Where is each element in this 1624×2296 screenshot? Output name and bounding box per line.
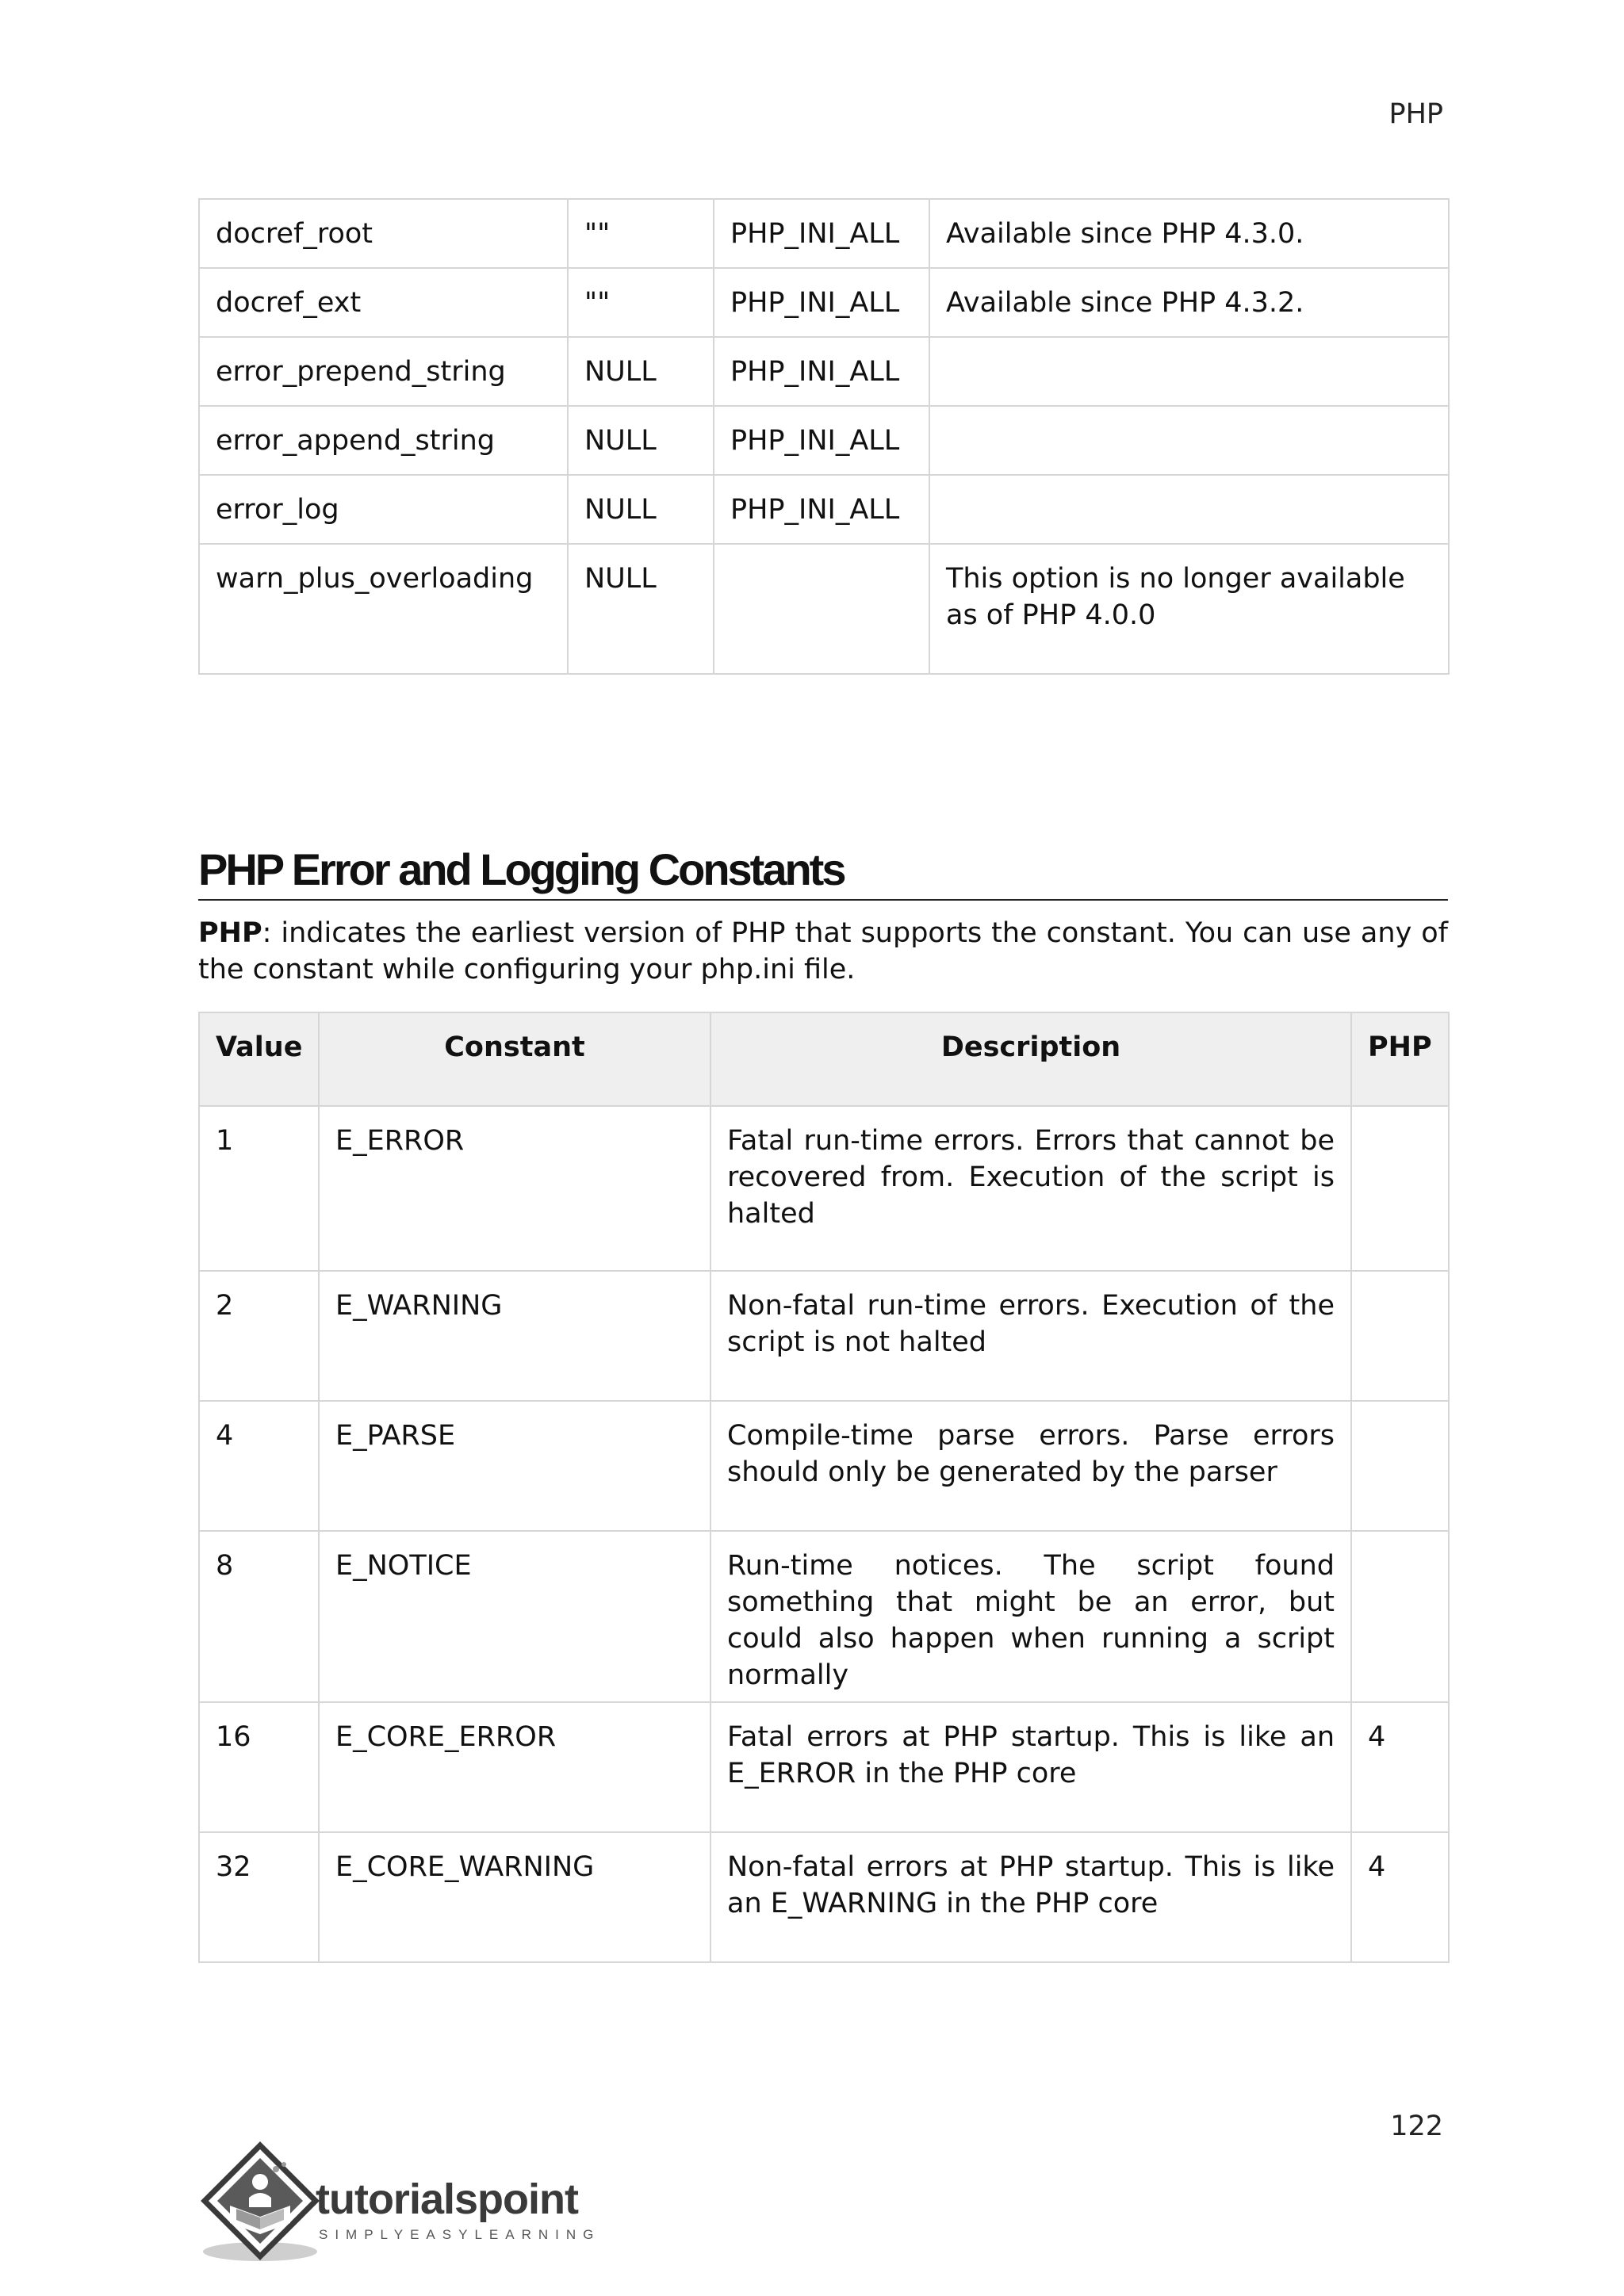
constant-cell: E_CORE_ERROR [319,1702,710,1832]
constant-cell: E_CORE_WARNING [319,1832,710,1962]
constant-cell: E_WARNING [319,1271,710,1401]
intro-label: PHP [198,917,262,949]
config-default-cell: NULL [568,337,714,406]
config-changelog-cell [929,406,1449,475]
config-changeable-cell: PHP_INI_ALL [714,337,929,406]
config-changeable-cell: PHP_INI_ALL [714,268,929,337]
config-changelog-cell: Available since PHP 4.3.0. [929,199,1449,268]
description-cell: Non-fatal errors at PHP startup. This is like an E_WARNING in the PHP core [710,1832,1351,1962]
table-row [199,199,1449,268]
table-row [199,1401,1449,1531]
config-name-cell: error_prepend_string [199,337,568,406]
config-default-cell: NULL [568,544,714,674]
table-row [199,1271,1449,1401]
logo-wordmark: tutorialspoint [316,2175,578,2223]
ini-config-table [198,198,1450,675]
table-row [199,1106,1449,1271]
config-changelog-cell: Available since PHP 4.3.2. [929,268,1449,337]
intro-text: : indicates the earliest version of PHP that supports the constant. You can use any of the constant while configuring your php.ini file. [198,917,1448,985]
config-default-cell: "" [568,268,714,337]
description-cell: Fatal errors at PHP startup. This is like an E_ERROR in the PHP core [710,1702,1351,1832]
description-cell: Compile-time parse errors. Parse errors should only be generated by the parser [710,1401,1351,1531]
column-header-description: Description [710,1012,1351,1106]
value-cell: 32 [199,1832,319,1962]
config-changelog-cell: This option is no longer available as of PHP 4.0.0 [929,544,1449,674]
config-changeable-cell: PHP_INI_ALL [714,475,929,544]
page-number: 122 [1390,2110,1443,2142]
description-cell: Non-fatal run-time errors. Execution of the script is not halted [710,1271,1351,1401]
config-name-cell: error_append_string [199,406,568,475]
table-row [199,544,1449,674]
table-row [199,1531,1449,1702]
config-changelog-cell [929,475,1449,544]
constant-cell: E_ERROR [319,1106,710,1271]
table-row [199,1702,1449,1832]
config-name-cell: docref_ext [199,268,568,337]
config-changelog-cell [929,337,1449,406]
php-version-cell [1351,1106,1449,1271]
table-row [199,1832,1449,1962]
constant-cell: E_NOTICE [319,1531,710,1702]
error-constants-table [198,1012,1450,1963]
tutorialspoint-logo [197,2141,609,2267]
column-header-constant: Constant [319,1012,710,1106]
config-name-cell: error_log [199,475,568,544]
value-cell: 8 [199,1531,319,1702]
logo-tagline: SIMPLYEASYLEARNING [319,2227,601,2242]
tutorialspoint-logo-icon [203,2145,317,2261]
section-title: PHP Error and Logging Constants [198,842,1448,901]
table-row [199,337,1449,406]
php-version-cell [1351,1401,1449,1531]
column-header-php: PHP [1351,1012,1449,1106]
value-cell: 2 [199,1271,319,1401]
config-changeable-cell: PHP_INI_ALL [714,199,929,268]
php-version-cell: 4 [1351,1702,1449,1832]
php-version-cell [1351,1271,1449,1401]
table-row [199,475,1449,544]
description-cell: Run-time notices. The script found something that might be an error, but could also happen when running a script normally [710,1531,1351,1702]
intro-paragraph [198,915,1448,988]
config-changeable-cell: PHP_INI_ALL [714,406,929,475]
config-name-cell: warn_plus_overloading [199,544,568,674]
description-cell: Fatal run-time errors. Errors that cannot be recovered from. Execution of the script is halted [710,1106,1351,1271]
php-version-cell: 4 [1351,1832,1449,1962]
column-header-value: Value [199,1012,319,1106]
table-row [199,406,1449,475]
config-default-cell: "" [568,199,714,268]
value-cell: 1 [199,1106,319,1271]
constant-cell: E_PARSE [319,1401,710,1531]
config-default-cell: NULL [568,406,714,475]
table-row [199,268,1449,337]
table-header-row [199,1012,1449,1106]
value-cell: 16 [199,1702,319,1832]
config-changeable-cell [714,544,929,674]
config-default-cell: NULL [568,475,714,544]
value-cell: 4 [199,1401,319,1531]
running-header: PHP [1388,98,1443,130]
config-name-cell: docref_root [199,199,568,268]
php-version-cell [1351,1531,1449,1702]
